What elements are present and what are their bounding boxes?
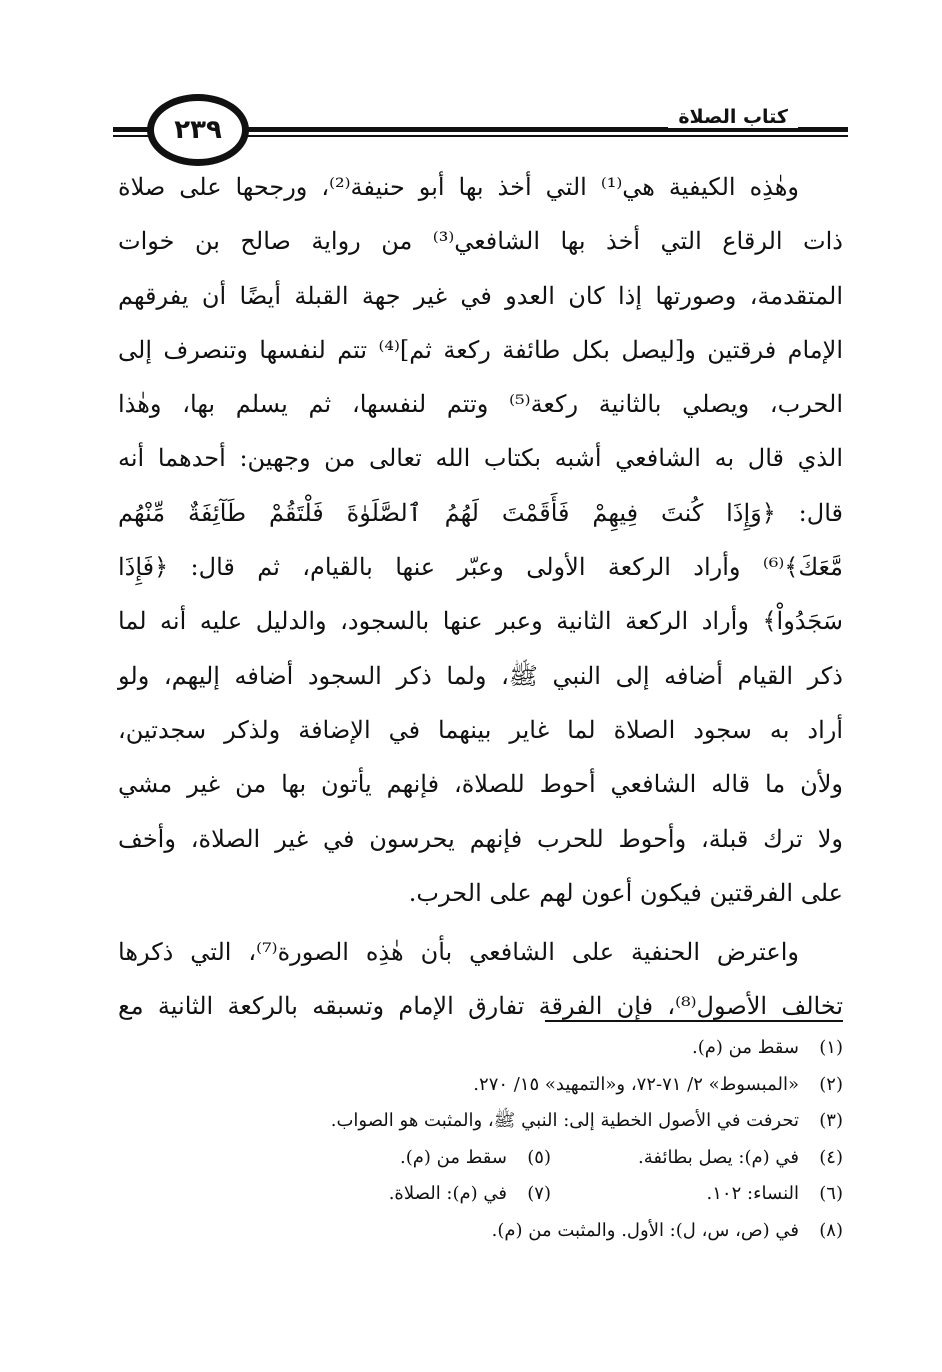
footnote-text: سقط من (م). (692, 1037, 799, 1058)
text-line: تخالف الأصول⁽⁸⁾، فإن الفرقة تفارق الإمام وتسبقه بالركعة الثانية مع (118, 992, 844, 1021)
footnote-number: (٤) (819, 1146, 843, 1168)
footnote (118, 1213, 843, 1250)
footnote-text: «المبسوط» ٢/ ٧١-٧٢، و«التمهيد» ١٥/ ٢٧٠. (473, 1073, 799, 1095)
paragraph-2 (118, 925, 843, 1034)
page-number: ٢٣٩ (174, 115, 222, 145)
footnote (551, 1140, 843, 1177)
text-line: أراد به سجود الصلاة لما غاير بينهما في الإضافة ولذكر سجدتين، (118, 715, 843, 744)
header-rule-thin (165, 135, 848, 137)
footnotes (118, 1030, 843, 1249)
page-number-badge (147, 94, 249, 166)
text-line: مَّعَكَ﴾⁽⁶⁾ وأراد الركعة الأولى وعبّر عنها بالقيام، ثم قال: ﴿فَإِذَا (118, 553, 843, 582)
text-line: الإمام فرقتين و[ليصل بكل طائفة ركعة ثم]⁽⁴⁾ تتم لنفسها وتنصرف إلى (118, 335, 843, 364)
footnote (551, 1176, 843, 1213)
text-line: ولأن ما قاله الشافعي أحوط للصلاة، فإنهم يأتون بها من غير مشي (118, 770, 843, 799)
footnote (259, 1140, 551, 1177)
footnote-text: تحرفت في الأصول الخطية إلى: النبي ﷺ، والمثبت هو الصواب. (330, 1110, 799, 1131)
footnote-text: في (م): الصلاة. (388, 1183, 507, 1204)
footnote-number: (٨) (819, 1219, 843, 1241)
footnote-number: (١) (819, 1037, 843, 1058)
footnote (259, 1176, 551, 1213)
text-line: الذي قال به الشافعي أشبه بكتاب الله تعالى من وجهين: أحدهما أنه (118, 444, 843, 473)
footnote-separator (545, 1020, 843, 1022)
text-line: سَجَدُواْ﴾ وأراد الركعة الثانية وعبر عنها بالسجود، والدليل عليه أنه لما (118, 607, 843, 636)
footnote-text: سقط من (م). (400, 1146, 507, 1168)
footnote-text: في (ص، س، ل): الأول. والمثبت من (م). (491, 1219, 799, 1241)
text-line: واعترض الحنفية على الشافعي بأن هٰذِه الصورة⁽⁷⁾، التي ذكرها (118, 938, 799, 967)
footnote-number: (٥) (527, 1146, 551, 1168)
text-line: على الفرقتين فيكون أعون لهم على الحرب. (408, 878, 843, 907)
footnote-row (118, 1176, 843, 1213)
footnote-number: (٦) (819, 1183, 843, 1204)
footnote-row (118, 1140, 843, 1177)
text-line: ذكر القيام أضافه إلى النبي ﷺ، ولما ذكر السجود أضافه إليهم، ولو (118, 661, 843, 690)
running-title: كتاب الصلاة (668, 106, 798, 128)
footnote (118, 1030, 843, 1067)
footnote (118, 1103, 843, 1140)
text-line: قال: ﴿وَإِذَا كُنتَ فِيهِمْ فَأَقَمْتَ لَهُمُ ٱلصَّلَوٰةَ فَلْتَقُمْ طَآئِفَةٌ مِّنْهُم (118, 498, 843, 527)
main-text (118, 160, 843, 1034)
text-line: الحرب، ويصلي بالثانية ركعة⁽⁵⁾ وتتم لنفسها، ثم يسلم بها، وهٰذا (118, 390, 843, 419)
footnote (118, 1067, 843, 1104)
footnote-number: (٣) (819, 1110, 843, 1131)
footnote-number: (٧) (527, 1183, 551, 1204)
text-line: ذات الرقاع التي أخذ بها الشافعي⁽³⁾ من رواية صالح بن خوات (118, 227, 843, 256)
text-line: وهٰذِه الكيفية هي⁽¹⁾ التي أخذ بها أبو حنيفة⁽²⁾، ورجحها على صلاة (118, 173, 799, 201)
text-line: ولا ترك قبلة، وأحوط للحرب فإنهم يحرسون في غير الصلاة، وأخف (118, 824, 843, 853)
footnote-text: النساء: ١٠٢. (706, 1183, 799, 1204)
text-line: المتقدمة، وصورتها إذا كان العدو في غير جهة القبلة أيضًا أن يفرقهم (118, 281, 844, 310)
footnote-number: (٢) (819, 1073, 843, 1095)
footnote-text: في (م): يصل بطائفة. (637, 1146, 799, 1168)
paragraph-1 (118, 160, 843, 920)
